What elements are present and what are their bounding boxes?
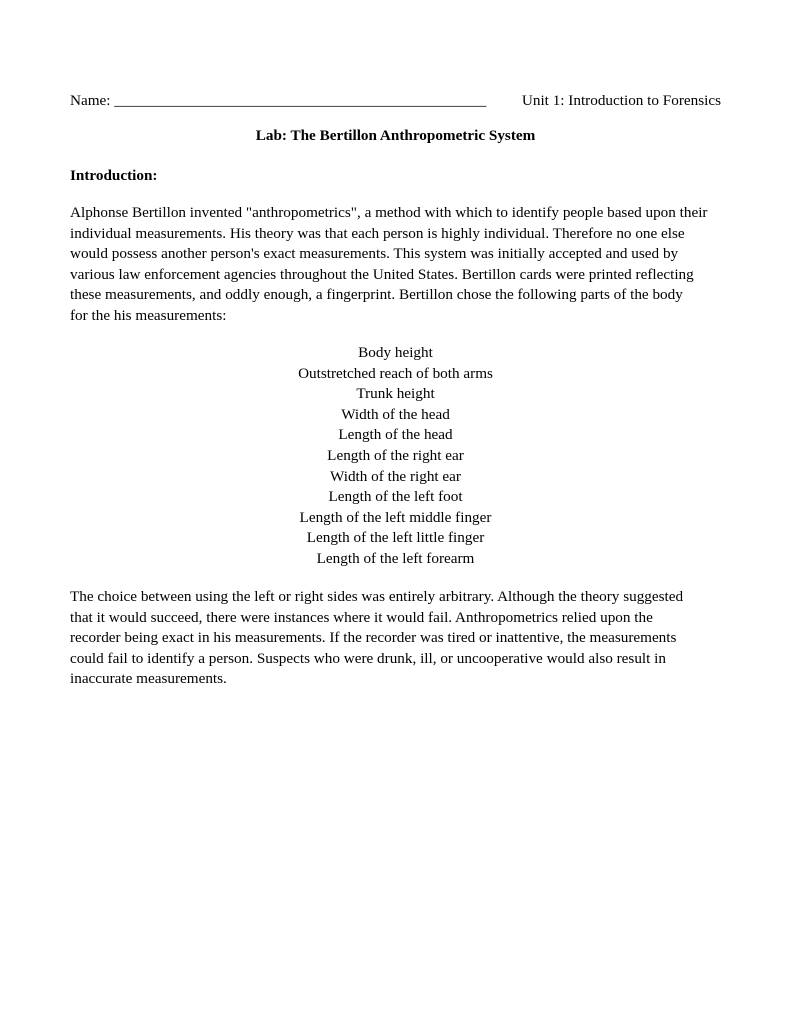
list-item: Outstretched reach of both arms	[298, 364, 493, 382]
paragraph-line: recorder being exact in his measurements. If the recorder was tired or inattentive, the measurements	[70, 629, 677, 647]
header-line	[70, 91, 721, 112]
list-item: Length of the left forearm	[316, 549, 475, 567]
paragraph-line: Alphonse Bertillon invented "anthropometrics", a method with which to identify people based upon their	[70, 204, 708, 221]
name-field-label: Name: _________________________________________________	[70, 92, 487, 109]
list-item: Trunk height	[356, 385, 435, 403]
closing-paragraph	[70, 587, 721, 690]
paragraph-line: The choice between using the left or right sides was entirely arbitrary. Although the theory suggested	[70, 588, 684, 605]
paragraph-line: that it would succeed, there were instances where it would fail. Anthropometrics relied upon the	[70, 608, 653, 626]
list-item: Length of the left little finger	[306, 529, 485, 547]
paragraph-line: would possess another person's exact measurements. This system was initially accepted and used by	[70, 245, 679, 263]
list-item: Length of the head	[338, 426, 453, 444]
introduction-heading: Introduction:	[70, 167, 158, 184]
list-item: Width of the head	[341, 405, 450, 423]
list-item: Length of the right ear	[327, 446, 464, 464]
paragraph-line: individual measurements. His theory was that each person is highly individual. Therefore no one else	[70, 224, 685, 242]
unit-label: Unit 1: Introduction to Forensics	[521, 92, 721, 109]
paragraph-line: for the his measurements:	[70, 306, 227, 324]
introduction-paragraph	[70, 203, 721, 327]
document-title: Lab: The Bertillon Anthropometric System	[255, 127, 536, 144]
paragraph-line: could fail to identify a person. Suspects who were drunk, ill, or uncooperative would also result in	[70, 649, 666, 667]
measurement-list	[70, 343, 721, 570]
paragraph-line: inaccurate measurements.	[70, 670, 227, 688]
list-item: Length of the left foot	[328, 488, 463, 506]
paragraph-line: various law enforcement agencies throughout the United States. Bertillon cards were printed reflecting	[70, 265, 694, 283]
list-item: Width of the right ear	[330, 467, 461, 485]
list-item: Body height	[358, 344, 433, 361]
list-item: Length of the left middle finger	[299, 508, 492, 526]
paragraph-line: these measurements, and oddly enough, a fingerprint. Bertillon chose the following parts of the body	[70, 286, 683, 304]
